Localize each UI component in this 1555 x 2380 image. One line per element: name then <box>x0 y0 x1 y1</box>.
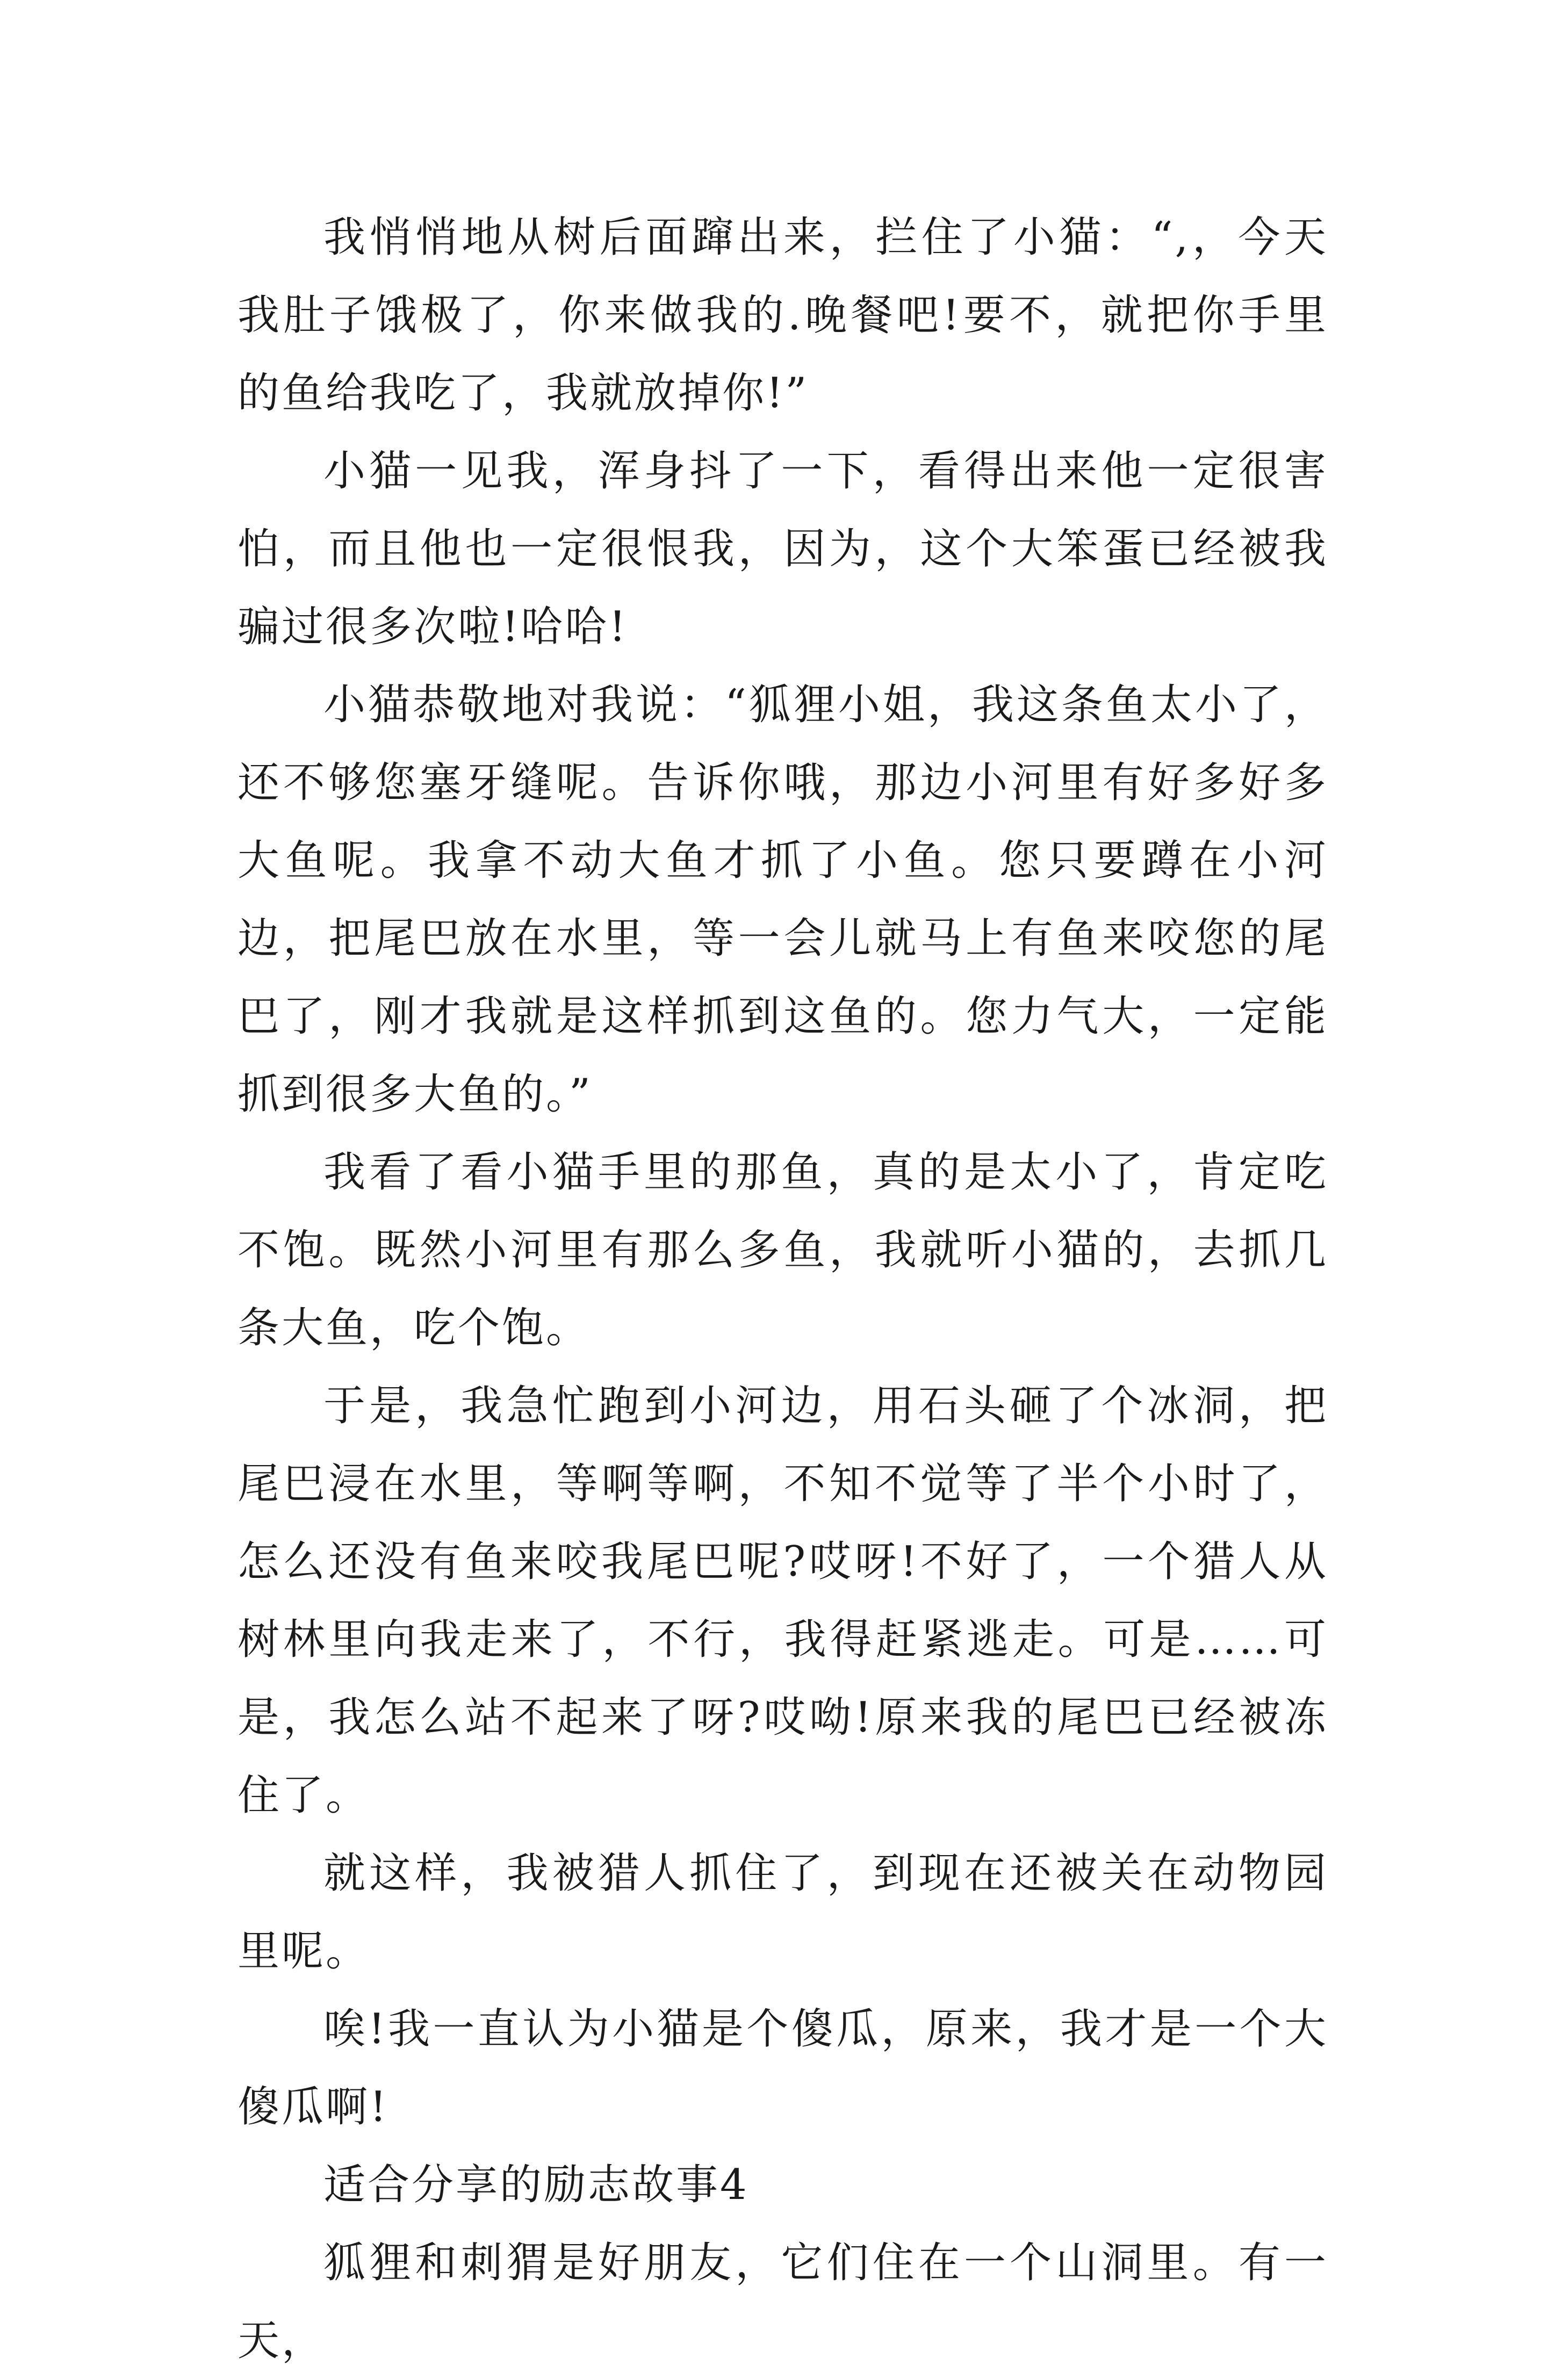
paragraph-frozen-tail: 于是，我急忙跑到小河边，用石头砸了个冰洞，把尾巴浸在水里，等啊等啊，不知不觉等了半个小时了，怎么还没有鱼来咬我尾巴呢?哎呀!不好了，一个猎人从树林里向我走来了，不行，我得赶紧逃走。可是……可是，我怎么站不起来了呀?哎呦!原来我的尾巴已经被冻住了。 <box>237 1382 1328 1820</box>
paragraph-cat-reply: 小猫恭敬地对我说：“狐狸小姐，我这条鱼太小了，还不够您塞牙缝呢。告诉你哦，那边小河里有好多好多大鱼呢。我拿不动大鱼才抓了小鱼。您只要蹲在小河边，把尾巴放在水里，等一会儿就马上有鱼来咬您的尾巴了，刚才我就是这样抓到这鱼的。您力气大，一定能抓到很多大鱼的。” <box>237 681 1328 1119</box>
section-heading: 适合分享的励志故事4 <box>323 2161 749 2209</box>
paragraph-moral: 唉!我一直认为小猫是个傻瓜，原来，我才是一个大傻瓜啊! <box>237 2005 1328 2131</box>
paragraph-caught: 就这样，我被猎人抓住了，到现在还被关在动物园里呢。 <box>237 1849 1328 1975</box>
paragraph-story4-opening: 狐狸和刺猬是好朋友，它们住在一个山洞里。有一天， <box>237 2239 1328 2365</box>
paragraph-fox-ambush: 我悄悄地从树后面蹿出来，拦住了小猫：“,，今天我肚子饿极了，你来做我的.晚餐吧!要不，就把你手里的鱼给我吃了，我就放掉你!” <box>237 213 1328 417</box>
document-body <box>237 199 1328 2380</box>
paragraph-fox-decision: 我看了看小猫手里的那鱼，真的是太小了，肯定吃不饱。既然小河里有那么多鱼，我就听小猫的，去抓几条大鱼，吃个饱。 <box>237 1148 1328 1352</box>
paragraph-cat-fear: 小猫一见我，浑身抖了一下，看得出来他一定很害怕，而且他也一定很恨我，因为，这个大笨蛋已经被我骗过很多次啦!哈哈! <box>237 447 1328 651</box>
